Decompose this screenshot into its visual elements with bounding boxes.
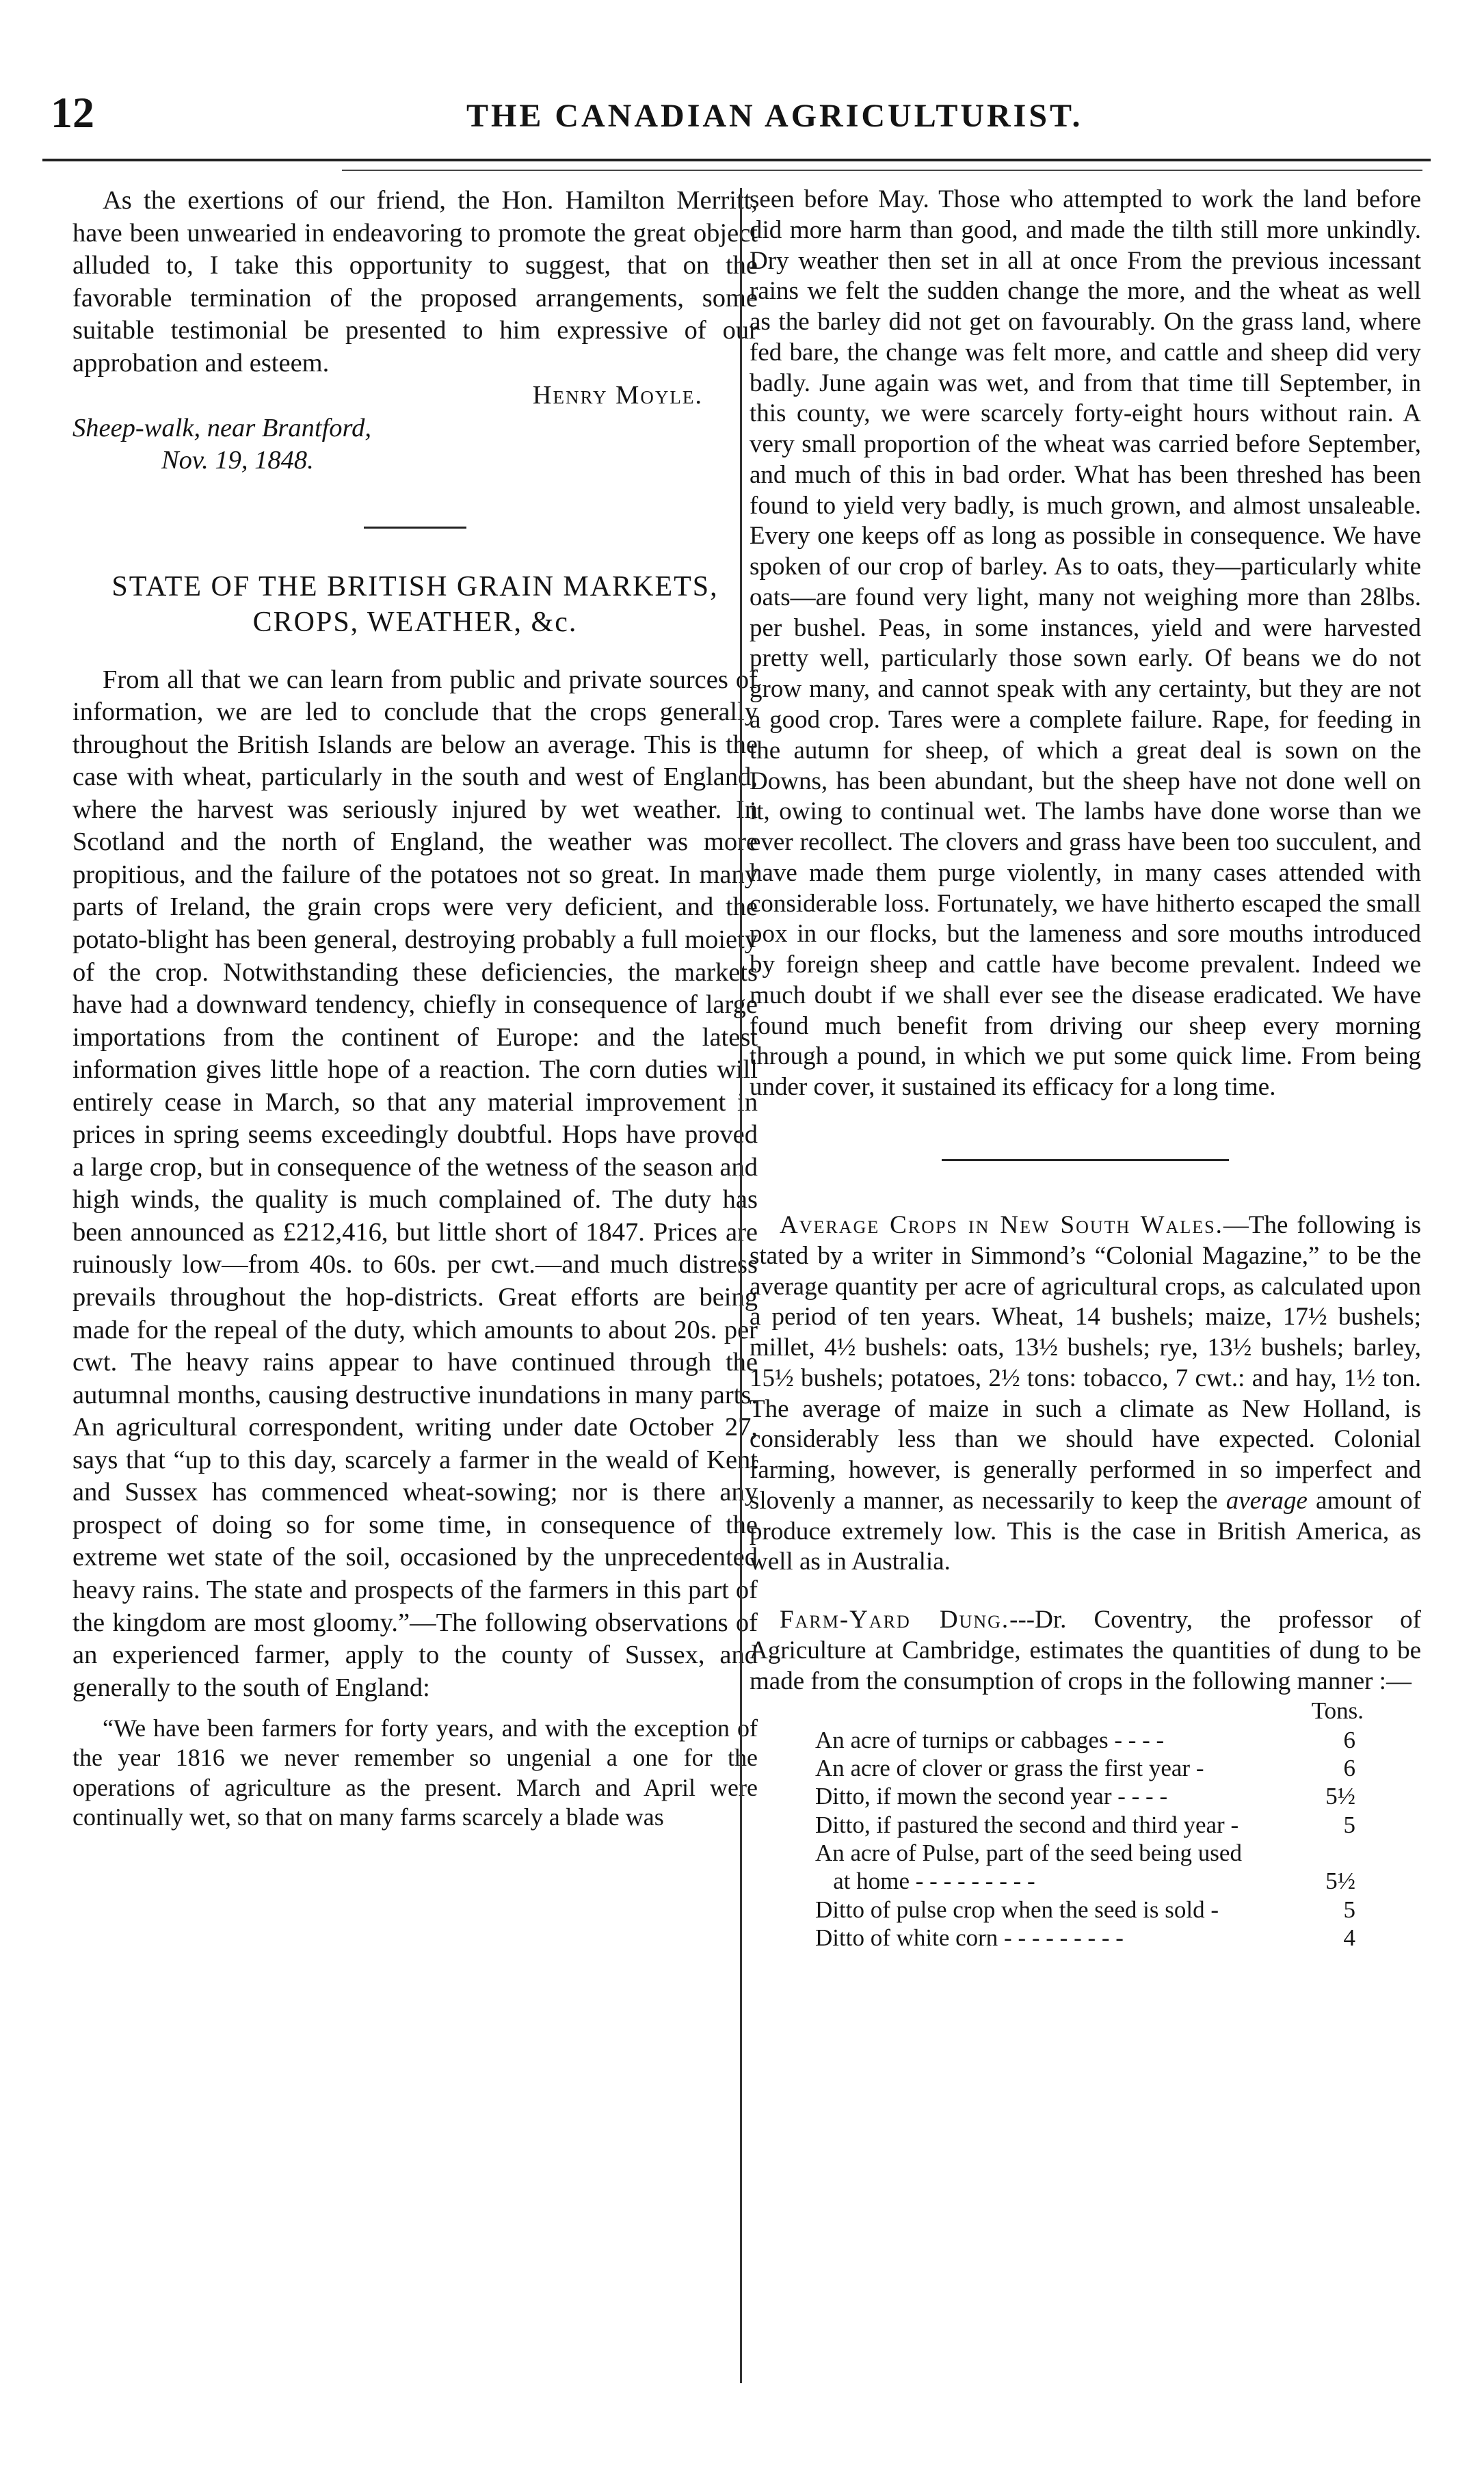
row-value: 4 <box>1343 1924 1355 1951</box>
nsw-paragraph <box>750 1210 1421 1578</box>
page-header <box>42 88 1431 149</box>
row-value: 5 <box>1343 1896 1355 1923</box>
signature: Henry Moyle. <box>532 381 703 410</box>
row-value: 6 <box>1343 1755 1355 1782</box>
row-label: Ditto, if mown the second year - - - - <box>815 1783 1168 1810</box>
running-title: THE CANADIAN AGRICULTURIST. <box>466 98 1083 134</box>
row-label: An acre of clover or grass the first year - <box>815 1755 1204 1782</box>
article-title <box>72 570 758 641</box>
nsw-heading: Average Crops in New South Wales. <box>780 1210 1223 1239</box>
article-title-line1: STATE OF THE BRITISH GRAIN MARKETS, <box>111 570 719 602</box>
nsw-text-2: amount of produce extremely low. This is the case in British America, as well as in Australia. <box>750 1486 1421 1576</box>
table-row <box>815 1839 1355 1867</box>
row-label: An acre of turnips or cabbages - - - - <box>815 1726 1165 1753</box>
row-value: 6 <box>1343 1726 1355 1753</box>
row-label: at home - - - - - - - - - <box>815 1868 1035 1895</box>
right-column <box>750 185 1421 1952</box>
table-row <box>815 1924 1355 1952</box>
table-row <box>815 1782 1355 1810</box>
column-divider <box>740 188 742 2383</box>
row-value: 5½ <box>1325 1868 1355 1895</box>
table-row <box>815 1867 1355 1895</box>
tons-header: Tons. <box>1311 1697 1364 1725</box>
signature-date: Nov. 19, 1848. <box>161 446 314 475</box>
article-title-line2: CROPS, WEATHER, &c. <box>252 606 578 638</box>
header-rule-thin <box>342 170 1422 171</box>
dung-heading: Farm-Yard Dung. <box>780 1606 1010 1634</box>
page-number: 12 <box>51 88 94 137</box>
table-row <box>815 1726 1355 1754</box>
row-label: Ditto of pulse crop when the seed is sold - <box>815 1896 1219 1923</box>
intro-paragraph: As the exertions of our friend, the Hon. Hamilton Merritt, have been unwearied in endeavoring to promote the great object alluded to, I take this opportunity to suggest, that on the favorable termination of the proposed arrangements, some suitable testimonial be presented to him expressive of our approbation and esteem. <box>72 186 758 377</box>
row-label: An acre of Pulse, part of the seed being used <box>815 1839 1242 1866</box>
nsw-emphasis: average <box>1225 1486 1308 1515</box>
article-paragraph: From all that we can learn from public and private sources of information, we are led to conclude that the crops generally throughout the British Islands are below an average. This is the case with wheat, particularly in the south and west of England, where the harvest was seriously injured by wet weather. In Scotland and the north of England, the weather was more propitious, and the failure of the potatoes not so great. In many parts of Ireland, the grain crops were very deficient, and the potato-blight has been general, destroying probably a full moiety of the crop. Notwithstanding these deficiencies, the markets have had a downward tendency, chiefly in consequence of large importations from the continent of Europe: and the latest information gives little hope of a reaction. The corn duties will entirely cease in March, so that any material improvement in prices in spring seems exceedingly doubtful. Hops have proved a large crop, but in consequence of the wetness of the season and high winds, the quality is much complained of. The duty has been announced as £212,416, but little short of 1847. Prices are ruinously low—from 40s. to 60s. per cwt.—and much distress prevails throughout the hop-districts. Great efforts are being made for the repeal of the duty, which amounts to about 20s. per cwt. The heavy rains appear to have continued through the autumnal months, causing destructive inundations in many parts. An agricultural correspondent, writing under date October 27, says that “up to this day, scarcely a farmer in the weald of Kent and Sussex has commenced wheat-sowing; nor is there any prospect of doing so for some time, in consequence of the extreme wet state of the soil, occasioned by the unprecedented heavy rains. The state and prospects of the farmers in this part of the kingdom are most gloomy.”—The following observations of an experienced farmer, apply to the county of Sussex, and generally to the south of England: <box>72 665 758 1702</box>
header-rule <box>42 159 1431 161</box>
dung-paragraph <box>750 1605 1421 1697</box>
table-row <box>815 1896 1355 1924</box>
section-divider <box>364 527 466 529</box>
left-column <box>72 185 758 1832</box>
row-value: 5 <box>1343 1811 1355 1838</box>
row-label: Ditto of white corn - - - - - - - - - <box>815 1924 1124 1951</box>
signature-place: Sheep-walk, near Brantford, <box>72 413 371 442</box>
section-divider-right <box>942 1159 1229 1161</box>
row-value <box>1308 1839 1355 1867</box>
table-row <box>815 1811 1355 1839</box>
quote-continued: seen before May. Those who attempted to work the land before did more harm than good, and made the tilth still more unkindly. Dry weather then set in all at once From the previous incessant rains we felt the sudden change the more, and the wheat as well as the barley did not get on favourably. On the grass land, where fed bare, the change was felt more, and cattle and sheep did very badly. June again was wet, and from that time till September, in this county, we were scarcely forty-eight hours without rain. A very small proportion of the wheat was carried before September, and much of this in bad order. What has been threshed has been found to yield very badly, is much grown, and almost unsaleable. Every one keeps off as long as possible in consequence. We have spoken of our crop of barley. As to oats, they—particularly white oats—are found very light, many not weighing more than 28lbs. per bushel. Peas, in some instances, yield and were harvested pretty well, particularly those sown early. Of beans we do not grow many, and cannot speak with any certainty, but they are not a good crop. Tares were a complete failure. Rape, for feeding in the autumn for sheep, of which a great deal is sown on the Downs, has been abundant, but the sheep have not done well on it, owing to continual wet. The lambs have done worse than we ever recollect. The clovers and grass have been too succulent, and have made them purge violently, in many cases attended with considerable loss. Fortunately, we have hitherto escaped the small pox in our flocks, but the lameness and sore mouths introduced by foreign sheep and cattle have become prevalent. Indeed we much doubt if we shall ever see the disease eradicated. We have found much benefit from driving our sheep every morning through a pound, in which we put some quick lime. From being under cover, it sustained its efficacy for a long time. <box>750 185 1421 1102</box>
nsw-text-1: —The following is stated by a writer in Simmond’s “Colonial Magazine,” to be the average quantity per acre of agricultural crops, as calculated upon a period of ten years. Wheat, 14 bushels; maize, 17½ bushels; millet, 4½ bushels: oats, 13½ bushels; rye, 13½ bushels; barley, 15½ bushels; potatoes, 2½ tons: tobacco, 7 cwt.: and hay, 1½ ton. The average of maize in such a climate as New Holland, is considerably less than we should have expected. Colonial farming, however, is generally performed in so imperfect and slovenly a manner, as necessarily to keep the <box>750 1210 1421 1515</box>
row-value: 5½ <box>1325 1783 1355 1810</box>
dung-table <box>815 1726 1355 1952</box>
table-row <box>815 1754 1355 1782</box>
dung-text: ---Dr. Coventry, the professor of Agriculture at Cambridge, estimates the quantities of dung to be made from the consumption of crops in the following manner :— <box>750 1606 1421 1695</box>
row-label: Ditto, if pastured the second and third year - <box>815 1811 1239 1838</box>
quote-start: “We have been farmers for forty years, and with the exception of the year 1816 we never remember so ungenial a one for the operations of agriculture as the present. March and April were continually wet, so that on many farms scarcely a blade was <box>72 1714 758 1831</box>
